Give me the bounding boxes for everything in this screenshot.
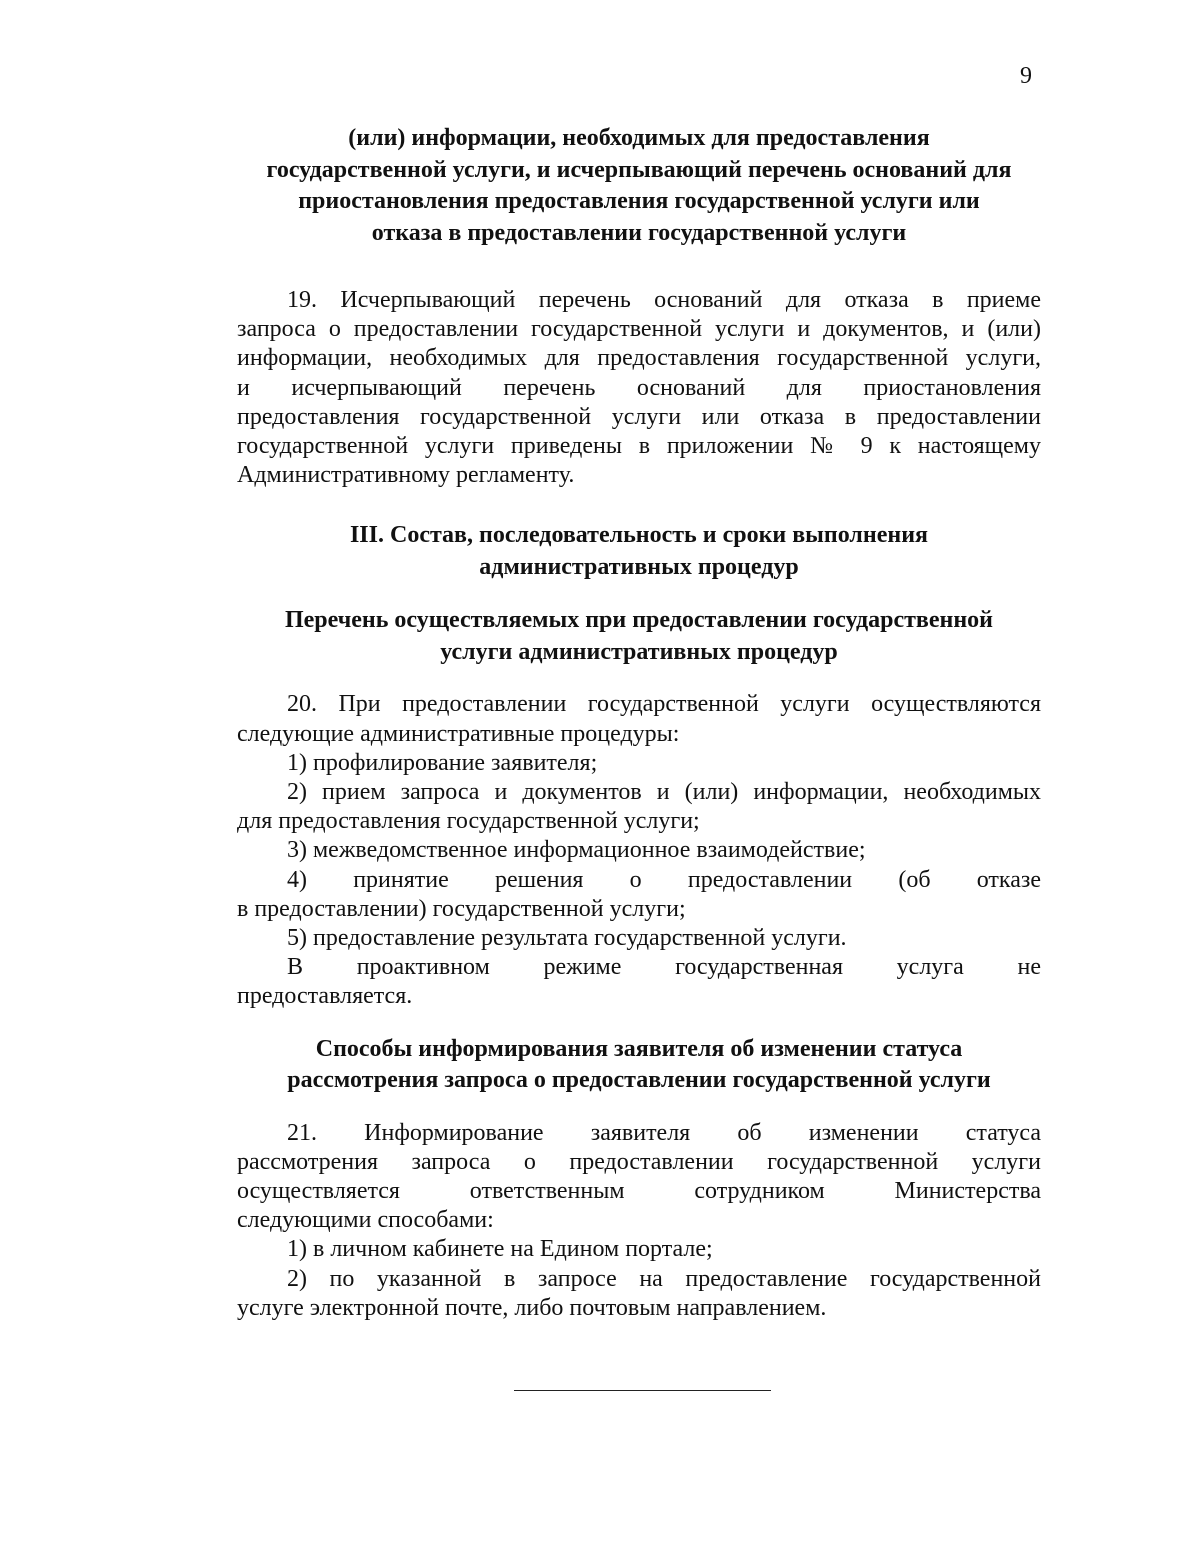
section-heading-grounds (237, 123, 1041, 249)
paragraph-line: следующими способами: (237, 1207, 494, 1234)
paragraph-line: информации, необходимых для предоставления государственной услуги, (237, 345, 1041, 372)
paragraph-line: 1) профилирование заявителя; (287, 749, 598, 776)
paragraph-line: В проактивном режиме государственная услуга не (287, 954, 1041, 981)
list-item-20-1 (237, 749, 1041, 778)
paragraph-line: услуге электронной почте, либо почтовым направлением. (237, 1294, 827, 1321)
paragraph-line: государственной услуги приведены в приложении № 9 к настоящему (237, 433, 1041, 460)
paragraph-line: 19. Исчерпывающий перечень оснований для отказа в приеме (287, 287, 1041, 313)
end-divider (514, 1390, 771, 1391)
paragraph-line: запроса о предоставлении государственной услуги и документов, и (или) (237, 316, 1041, 343)
list-item-21-2 (237, 1265, 1041, 1323)
section-heading-informing (237, 1034, 1041, 1097)
paragraph-line: предоставления государственной услуги или отказа в предоставлении (237, 403, 1041, 430)
paragraph-21 (237, 1119, 1041, 1236)
heading-line: приостановления предоставления государственной услуги или (298, 188, 980, 214)
paragraph-line: 21. Информирование заявителя об изменении статуса (287, 1119, 1041, 1146)
document-body (237, 123, 1041, 1323)
heading-line: (или) информации, необходимых для предоставления (348, 125, 930, 151)
paragraph-20 (237, 690, 1041, 748)
paragraph-line: 2) прием запроса и документов и (или) информации, необходимых (287, 779, 1041, 806)
paragraph-line: 4) принятие решения о предоставлении (об отказе (287, 866, 1041, 893)
heading-line: административных процедур (479, 553, 799, 580)
list-item-20-2 (237, 778, 1041, 836)
list-item-20-4 (237, 866, 1041, 924)
section-heading-procedures (237, 605, 1041, 668)
paragraph-line: следующие административные процедуры: (237, 720, 680, 747)
paragraph-line: 2) по указанной в запросе на предоставление государственной (287, 1265, 1041, 1292)
section-heading-iii (237, 520, 1041, 583)
paragraph-line: Административному регламенту. (237, 462, 575, 489)
heading-line: услуги административных процедур (440, 638, 838, 665)
paragraph-19 (237, 286, 1041, 490)
page-number: 9 (1020, 63, 1032, 89)
paragraph-line: 20. При предоставлении государственной услуги осуществляются (287, 691, 1041, 718)
paragraph-line: и исчерпывающий перечень оснований для приостановления (237, 374, 1041, 401)
paragraph-line: предоставляется. (237, 983, 413, 1010)
heading-line: Перечень осуществляемых при предоставлении государственной (284, 607, 994, 634)
list-item-20-5 (237, 924, 1041, 953)
paragraph-line: для предоставления государственной услуги; (237, 808, 700, 835)
heading-line: государственной услуги, и исчерпывающий перечень оснований для (266, 156, 1012, 183)
list-note-proactive (237, 953, 1041, 1011)
paragraph-line: осуществляется ответственным сотрудником Министерства (237, 1178, 1041, 1205)
heading-line: III. Состав, последовательность и сроки выполнения (349, 522, 929, 549)
paragraph-line: рассмотрения запроса о предоставлении государственной услуги (237, 1148, 1041, 1175)
heading-line: рассмотрения запроса о предоставлении государственной услуги (287, 1067, 991, 1094)
paragraph-line: в предоставлении) государственной услуги; (237, 895, 686, 922)
heading-line: Способы информирования заявителя об изменении статуса (315, 1035, 963, 1062)
paragraph-line: 5) предоставление результата государственной услуги. (287, 925, 847, 952)
list-item-21-1 (237, 1235, 1041, 1264)
list-item-20-3 (237, 836, 1041, 865)
heading-line: отказа в предоставлении государственной услуги (371, 219, 907, 246)
paragraph-line: 1) в личном кабинете на Едином портале; (287, 1236, 713, 1263)
paragraph-line: 3) межведомственное информационное взаимодействие; (287, 837, 866, 864)
